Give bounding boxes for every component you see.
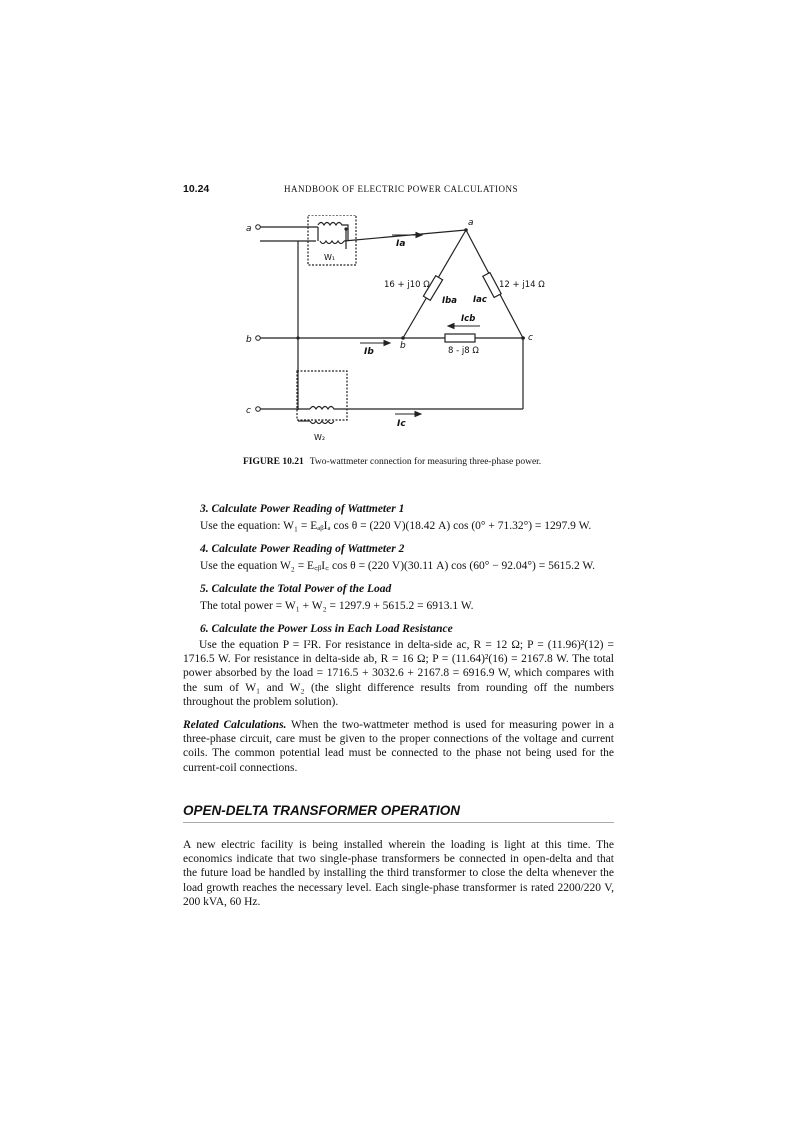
related-calculations — [183, 718, 614, 775]
figure-caption — [243, 456, 573, 468]
step-5-heading: 5. Calculate the Total Power of the Load — [200, 583, 392, 595]
wattmeter-2-box — [297, 371, 347, 420]
impedance-bc-label: 8 - j8 Ω — [448, 346, 479, 356]
section-text: A new electric facility is being installed wherein the loading is light at this time. The economics indicate that two single-phase transformers be connected in open-delta and that the future load be handled by installing the third transformer to close the delta whenever the load growth reaches the necessary level. Each single-phase transformer is rated 2200/220 V, 200 kVA, 60 Hz. — [183, 839, 614, 908]
current-ic-label: Ic — [397, 419, 406, 429]
node-c-label: c — [528, 333, 533, 343]
current-iba-label: Iba — [442, 296, 457, 306]
step-5-text: The total power = W₁ + W₂ = 1297.9 + 5615.2 = 6913.1 W. — [200, 600, 474, 612]
figure-caption-text: Two-wattmeter connection for measuring three-phase power. — [309, 457, 542, 467]
step-6-text: Use the equation P = I²R. For resistance in delta-side ac, R = 12 Ω; P = (11.96)²(12) = 1716.5 W. For resistance in delta-side ab, R = 16 Ω; P = (11.64)²(16) = 2167.8 W. The total power absorbed by the load = 1716.5 + 3032.6 + 2167.8 = 6916.9 W, which compares with the sum of W₁ and W₂ (the slight difference results from rounding off the numbers throughout the problem solution). — [183, 639, 614, 708]
page-number: 10.24 — [183, 183, 210, 195]
related-calculations-text: When the two-wattmeter method is used for measuring power in a three-phase circuit, care must be given to the proper connections of the voltage and current coils. The common potential lead must be connected to the phase not being used for the current-coil connections. — [183, 719, 614, 774]
step-3-heading: 3. Calculate Power Reading of Wattmeter 1 — [200, 503, 405, 515]
running-title: HANDBOOK OF ELECTRIC POWER CALCULATIONS — [284, 184, 519, 194]
wattmeter-2-label: W₂ — [314, 433, 326, 442]
related-calculations-label: Related Calculations. — [183, 719, 287, 731]
terminal-c-label: c — [246, 406, 251, 416]
node-a-label: a — [468, 218, 474, 228]
figure-caption-label: FIGURE 10.21 — [243, 457, 304, 467]
two-wattmeter-circuit-diagram — [240, 215, 550, 450]
step-6-heading: 6. Calculate the Power Loss in Each Load Resistance — [200, 623, 453, 635]
impedance-ab-label: 16 + j10 Ω — [384, 280, 430, 290]
step-4-heading: 4. Calculate Power Reading of Wattmeter 2 — [200, 543, 405, 555]
current-iac-label: Iac — [473, 295, 487, 305]
terminal-b-label: b — [246, 335, 252, 345]
current-icb-label: Icb — [461, 314, 476, 324]
node-b-label: b — [400, 341, 406, 351]
current-ia-label: Ia — [396, 239, 406, 249]
step-4-text: Use the equation W₂ = E꜀ᵦI꜀ cos θ = (220 V)(30.11 A) cos (60° − 92.04°) = 5615.2 W. — [200, 560, 596, 572]
wattmeter-1-label: W₁ — [324, 253, 336, 262]
terminal-a-label: a — [246, 224, 252, 234]
current-ib-label: Ib — [364, 347, 374, 357]
step-3-text: Use the equation: W₁ = EₐᵦIₐ cos θ = (220 V)(18.42 A) cos (0° + 71.32°) = 1297.9 W. — [200, 520, 592, 532]
section-rule — [183, 822, 614, 823]
section-title: OPEN-DELTA TRANSFORMER OPERATION — [183, 803, 460, 818]
impedance-ac-label: 12 + j14 Ω — [499, 280, 545, 290]
